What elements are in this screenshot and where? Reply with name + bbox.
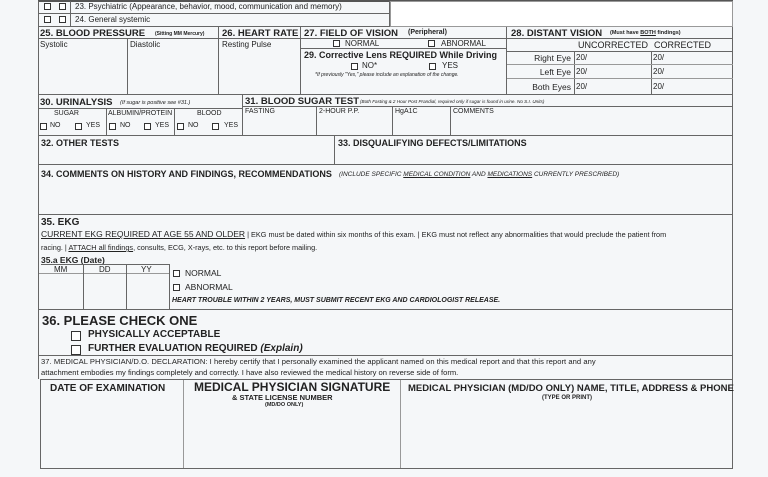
left-eye-row	[507, 65, 733, 79]
checkbox-24-abnormal[interactable]	[59, 16, 66, 23]
ekg-month-field[interactable]: MM	[54, 265, 68, 274]
both-eyes-row	[507, 79, 733, 95]
ekg-abnormal-label: ABNORMAL	[185, 282, 233, 292]
physically-acceptable-checkbox[interactable]	[71, 331, 81, 341]
field-of-vision-note: (Peripheral)	[408, 29, 447, 36]
sugar-no-checkbox[interactable]	[40, 123, 47, 130]
row-23	[38, 1, 390, 14]
lens-no-label: NO*	[362, 61, 378, 70]
albumin-no-label: NO	[120, 122, 131, 129]
vision-normal-checkbox[interactable]	[333, 40, 340, 47]
date-of-exam-label: DATE OF EXAMINATION	[50, 383, 166, 394]
disqualifying-title: 33. DISQUALIFYING DEFECTS/LIMITATIONS	[338, 138, 527, 148]
other-tests-title: 32. OTHER TESTS	[41, 138, 120, 148]
left-eye-uncorrected[interactable]: 20/	[576, 67, 588, 76]
systolic-label: Systolic	[40, 40, 68, 49]
checkbox-23-normal[interactable]	[44, 3, 51, 10]
diastolic-field[interactable]	[128, 39, 218, 95]
ekg-date-title: 35.a EKG (Date)	[41, 255, 105, 265]
right-eye-row	[507, 51, 733, 65]
fasting-field[interactable]: FASTING	[245, 108, 275, 115]
left-eye-corrected[interactable]: 20/	[653, 67, 665, 76]
blood-sugar-note: (Both Fasting & 2 Hour Post Prandial, required only if sugar is found in urine. No S.I. Units)	[360, 99, 545, 104]
uncorrected-header: UNCORRECTED	[578, 40, 649, 50]
right-eye-label: Right Eye	[534, 53, 571, 63]
corrective-lens-title: 29. Corrective Lens REQUIRED While Driving	[304, 50, 498, 60]
row-24	[38, 14, 390, 27]
ekg-day-field[interactable]: DD	[99, 265, 111, 274]
sugar-yes-label: YES	[86, 122, 101, 129]
lens-footnote: *If previously "Yes," please include an explanation of the change.	[315, 72, 459, 78]
blood-no-checkbox[interactable]	[177, 123, 184, 130]
comments-note: (INCLUDE SPECIFIC MEDICAL CONDITION AND MEDICATIONS CURRENTLY PRESCRIBED)	[339, 171, 620, 178]
check-one-title: 36. PLEASE CHECK ONE	[42, 313, 198, 328]
physically-acceptable-label: PHYSICALLY ACCEPTABLE	[88, 329, 221, 340]
blood-pressure-section	[38, 27, 219, 95]
md-do-only-label: (MD/DO ONLY)	[265, 402, 304, 408]
albumin-yes-label: YES	[155, 122, 170, 129]
comments-title: 34. COMMENTS ON HISTORY AND FINDINGS, RECOMMENDATIONS	[41, 169, 332, 179]
blood-sugar-title: 31. BLOOD SUGAR TEST	[245, 96, 360, 107]
urinalysis-title: 30. URINALYSIS	[40, 97, 113, 108]
other-tests-field[interactable]	[39, 136, 335, 164]
check-one-section	[38, 310, 733, 356]
field-of-vision-title: 27. FIELD OF VISION	[304, 28, 398, 39]
hga1c-field[interactable]: HgA1C	[395, 108, 418, 115]
ekg-warning: HEART TROUBLE WITHIN 2 YEARS, MUST SUBMIT RECENT EKG AND CARDIOLOGIST RELEASE.	[172, 297, 501, 304]
physician-signature-field[interactable]	[184, 380, 401, 468]
right-eye-corrected[interactable]: 20/	[653, 53, 665, 62]
ekg-section	[38, 215, 733, 310]
field-of-vision-section	[301, 27, 507, 95]
ekg-normal-checkbox[interactable]	[173, 270, 180, 277]
left-eye-label: Left Eye	[539, 67, 571, 77]
further-evaluation-checkbox[interactable]	[71, 345, 81, 355]
vision-abnormal-checkbox[interactable]	[428, 40, 435, 47]
ekg-abnormal-checkbox[interactable]	[173, 284, 180, 291]
ekg-title: 35. EKG	[41, 217, 80, 228]
declaration-line-2: attachment embodies my findings completely and correctly. I have also reviewed the medical history on reverse side of form.	[41, 368, 459, 377]
sugar-label: SUGAR	[54, 110, 79, 117]
row-23-label: 23. Psychiatric (Appearance, behavior, mood, communication and memory)	[75, 2, 342, 11]
diastolic-label: Diastolic	[130, 40, 161, 49]
right-eye-uncorrected[interactable]: 20/	[576, 53, 588, 62]
albumin-no-checkbox[interactable]	[109, 123, 116, 130]
checkbox-24-normal[interactable]	[44, 16, 51, 23]
comments-field[interactable]: COMMENTS	[453, 108, 494, 115]
albumin-label: ALBUMIN/PROTEIN	[108, 110, 173, 117]
ekg-normal-label: NORMAL	[185, 268, 222, 278]
blood-sugar-section	[243, 95, 733, 136]
lens-yes-label: YES	[442, 61, 459, 70]
urinalysis-note: (If sugar is positive see #31.)	[120, 100, 191, 106]
distant-vision-section	[507, 27, 733, 95]
ekg-line-1: CURRENT EKG REQUIRED AT AGE 55 AND OLDER | EKG must be dated within six months of this exam. | EKG must not reflect any abnormalities that would preclude the patient from	[41, 229, 667, 239]
systolic-field[interactable]	[38, 39, 128, 95]
ekg-year-field[interactable]: YY	[141, 265, 152, 274]
blood-yes-label: YES	[224, 122, 239, 129]
heart-rate-section	[219, 27, 301, 95]
resting-pulse-field[interactable]	[219, 39, 300, 95]
blood-pressure-note: (Sitting MM Mercury)	[155, 31, 205, 37]
physician-name-label: MEDICAL PHYSICIAN (MD/DO ONLY) NAME, TITLE, ADDRESS & PHONE	[408, 383, 734, 394]
vision-normal-label: NORMAL	[345, 39, 380, 48]
both-eyes-corrected[interactable]: 20/	[653, 82, 665, 91]
license-number-label: & STATE LICENSE NUMBER	[232, 393, 333, 402]
date-of-exam-field[interactable]	[41, 380, 184, 468]
both-eyes-uncorrected[interactable]: 20/	[576, 82, 588, 91]
sugar-no-label: NO	[50, 122, 61, 129]
resting-pulse-label: Resting Pulse	[222, 40, 272, 49]
type-or-print-label: (TYPE OR PRINT)	[542, 395, 593, 401]
vision-abnormal-label: ABNORMAL	[441, 39, 486, 48]
blood-yes-checkbox[interactable]	[212, 123, 219, 130]
further-evaluation-label: FURTHER EVALUATION REQUIRED (Explain)	[88, 343, 303, 354]
blood-label: BLOOD	[197, 110, 222, 117]
both-eyes-label: Both Eyes	[532, 82, 571, 92]
distant-vision-note: (Must have BOTH findings)	[610, 30, 681, 36]
physician-name-address-field[interactable]	[401, 380, 732, 468]
disqualifying-field[interactable]	[335, 136, 733, 164]
comments-section[interactable]	[38, 165, 733, 215]
checkbox-23-abnormal[interactable]	[59, 3, 66, 10]
declaration-section	[38, 356, 733, 379]
tests-band	[38, 136, 733, 165]
corrected-header: CORRECTED	[654, 40, 712, 50]
declaration-line-1: 37. MEDICAL PHYSICIAN/D.O. DECLARATION: I hereby certify that I personally examined the applicant named on this medical report and that this report and any	[41, 357, 596, 366]
row-24-label: 24. General systemic	[75, 15, 151, 24]
signature-row	[40, 379, 733, 469]
physician-signature-label: MEDICAL PHYSICIAN SIGNATURE	[194, 380, 391, 394]
row-23-24-right-blank	[390, 1, 733, 27]
lens-yes-checkbox[interactable]	[429, 63, 436, 70]
urinalysis-section	[38, 95, 243, 136]
sugar-yes-checkbox[interactable]	[75, 123, 82, 130]
ekg-line-2: racing. | ATTACH all findings, consults, ECG, X-rays, etc. to this report before mailing.	[41, 243, 318, 252]
blood-pressure-title: 25. BLOOD PRESSURE	[40, 28, 146, 39]
distant-vision-title: 28. DISTANT VISION	[511, 28, 603, 39]
lens-no-checkbox[interactable]	[351, 63, 358, 70]
heart-rate-title: 26. HEART RATE	[222, 28, 299, 39]
albumin-yes-checkbox[interactable]	[144, 123, 151, 130]
two-hour-pp-field[interactable]: 2-HOUR P.P.	[319, 108, 360, 115]
blood-no-label: NO	[188, 122, 199, 129]
